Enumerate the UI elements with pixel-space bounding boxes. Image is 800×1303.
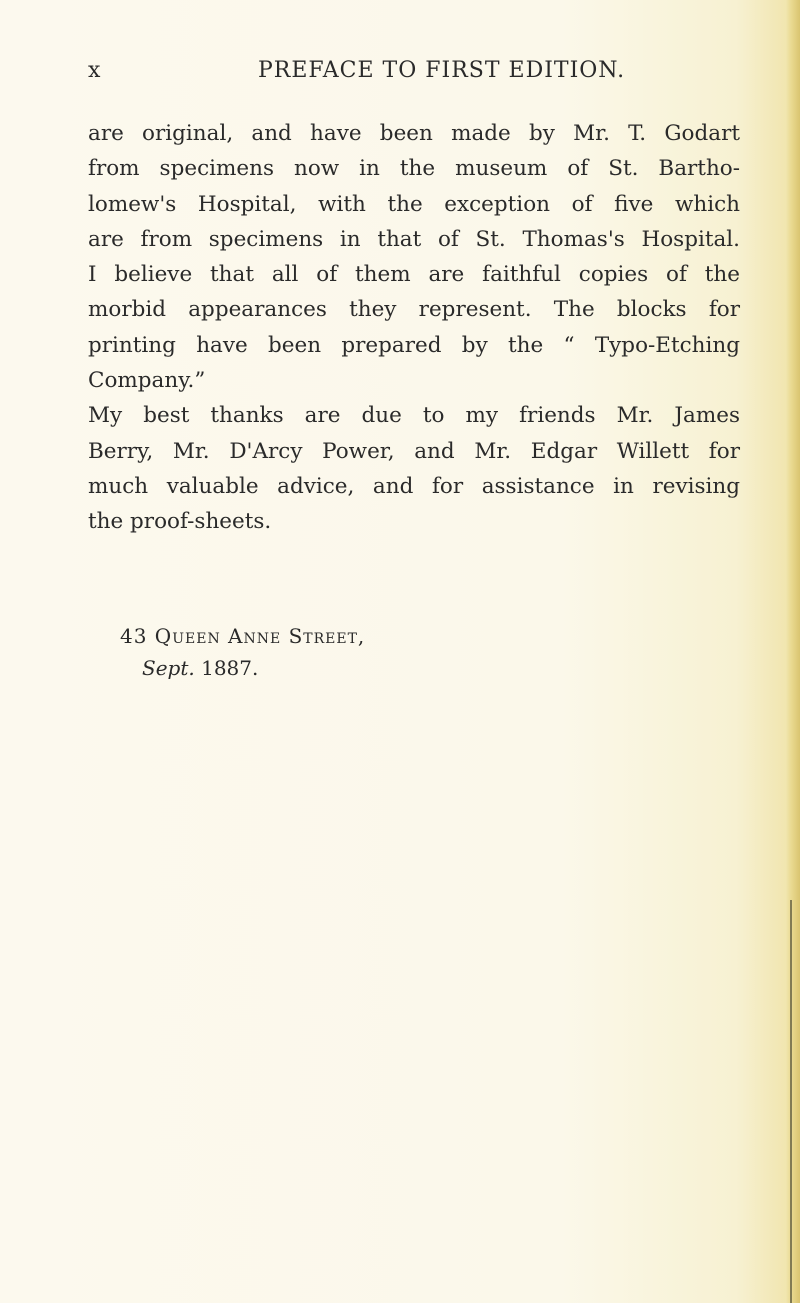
- text-line: morbid appearances they represent. The blocks for: [88, 297, 740, 323]
- text-line: Berry, Mr. D'Arcy Power, and Mr. Edgar Willett for: [88, 438, 740, 464]
- page-title: PREFACE TO FIRST EDITION.: [258, 58, 626, 83]
- text-line: My best thanks are due to my friends Mr. James: [88, 403, 740, 429]
- page-number: x: [88, 58, 102, 83]
- signoff: [120, 620, 365, 684]
- text-line: lomew's Hospital, with the exception of five which: [88, 191, 740, 217]
- date-year: 1887.: [201, 656, 259, 680]
- text-line: much valuable advice, and for assistance in revising: [88, 473, 740, 499]
- page-edge: [786, 0, 800, 1303]
- page-edge-line: [790, 900, 792, 1303]
- text-line: are from specimens in that of St. Thomas's Hospital.: [88, 226, 740, 252]
- text-line: from specimens now in the museum of St. Bartho-: [88, 156, 740, 182]
- text-line: Company.”: [88, 368, 206, 394]
- date-month: Sept.: [142, 656, 195, 680]
- address: 43 Queen Anne Street,: [120, 624, 366, 648]
- body-text: [88, 116, 740, 540]
- text-line: are original, and have been made by Mr. T. Godart: [88, 121, 740, 146]
- text-line: printing have been prepared by the “ Typo-Etching: [88, 332, 740, 358]
- date: [120, 652, 365, 684]
- running-head: [88, 58, 708, 88]
- text-line: the proof-sheets.: [88, 509, 272, 535]
- text-line: I believe that all of them are faithful copies of the: [88, 262, 740, 288]
